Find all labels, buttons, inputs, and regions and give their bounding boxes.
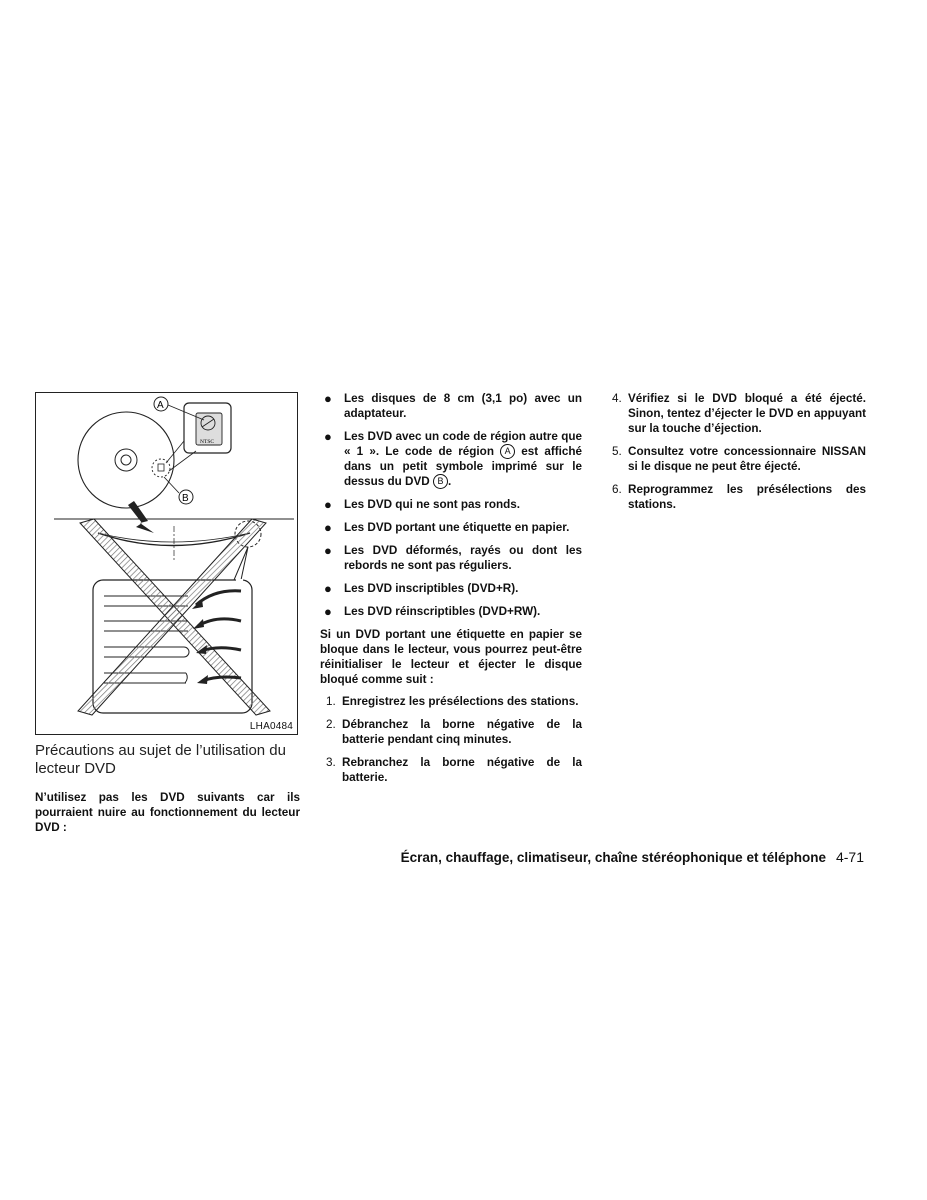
step-number: 4.: [612, 392, 622, 405]
callout-b-ref: B: [433, 474, 448, 489]
step-item: [320, 717, 582, 747]
section-title: Précautions au sujet de l’utilisation du lecteur DVD: [35, 742, 286, 777]
callout-b: B: [182, 493, 189, 504]
step-item: [606, 391, 866, 436]
step-number: 2.: [326, 718, 336, 731]
bullet-column: [320, 391, 582, 793]
bullet-item: [320, 391, 582, 421]
step-item: [606, 482, 866, 512]
bullet-text: Les DVD qui ne sont pas ronds.: [344, 498, 520, 511]
page-footer: [401, 849, 864, 865]
bullet-icon: ●: [324, 497, 332, 512]
bullet-text: Les DVD inscriptibles (DVD+R).: [344, 582, 519, 595]
reset-paragraph: Si un DVD portant une étiquette en papier se bloque dans le lecteur, vous pourrez peut-être réinitialiser le lecteur et éjecter le disque bloqué comme suit :: [320, 628, 582, 686]
bullet-icon: ●: [324, 604, 332, 619]
step-number: 5.: [612, 445, 622, 458]
step-item: [320, 694, 582, 709]
bullet-item: [320, 581, 582, 596]
bullet-item: [320, 429, 582, 489]
bullet-icon: ●: [324, 520, 332, 535]
page-number: 4-71: [835, 849, 864, 865]
step-text: Débranchez la borne négative de la batterie pendant cinq minutes.: [342, 718, 582, 746]
bullet-text: Les DVD avec un code de région autre que « 1 ». Le code de région: [344, 430, 582, 458]
step-text: Vérifiez si le DVD bloqué a été éjecté. Sinon, tentez d’éjecter le DVD en appuyant sur la touche d’éjection.: [628, 392, 866, 435]
bullet-text: Les DVD déformés, rayés ou dont les rebords ne sont pas réguliers.: [344, 544, 582, 572]
bullet-item: [320, 604, 582, 619]
bullet-text: Les DVD réinscriptibles (DVD+RW).: [344, 605, 541, 618]
steps-column: [606, 391, 866, 520]
step-number: 6.: [612, 483, 622, 496]
chapter-title: Écran, chauffage, climatiseur, chaîne stéréophonique et téléphone: [400, 850, 826, 865]
intro-text: N’utilisez pas les DVD suivants car ils pourraient nuire au fonctionnement du lecteur DVD :: [35, 791, 300, 834]
bullet-item: [320, 543, 582, 573]
region-code-text: NTSC: [200, 439, 215, 445]
step-text: Consultez votre concessionnaire NISSAN si le disque ne peut être éjecté.: [628, 445, 866, 473]
step-text: Enregistrez les présélections des stations.: [342, 695, 579, 708]
bullet-text: Les disques de 8 cm (3,1 po) avec un adaptateur.: [344, 392, 582, 420]
callout-a: A: [157, 400, 164, 411]
bullet-item: [320, 520, 582, 535]
bullet-icon: ●: [324, 543, 332, 558]
bullet-text: .: [447, 475, 452, 488]
figure-code: LHA0484: [249, 721, 293, 732]
dvd-illustration: [35, 392, 298, 735]
step-item: [320, 755, 582, 785]
step-text: Rebranchez la borne négative de la batterie.: [342, 756, 582, 784]
bullet-icon: ●: [324, 429, 332, 444]
bullet-icon: ●: [324, 581, 332, 596]
step-item: [606, 444, 866, 474]
step-text: Reprogrammez les présélections des stations.: [628, 483, 866, 511]
bullet-icon: ●: [324, 391, 332, 406]
bullet-text: Les DVD portant une étiquette en papier.: [344, 521, 570, 534]
step-number: 3.: [326, 756, 336, 769]
bullet-text: est affiché dans un petit symbole imprimé sur le dessus du DVD: [344, 445, 583, 488]
step-number: 1.: [326, 695, 336, 708]
callout-a-ref: A: [500, 444, 515, 459]
dvd-illustration-drawing: [36, 393, 299, 736]
bullet-item: [320, 497, 582, 512]
